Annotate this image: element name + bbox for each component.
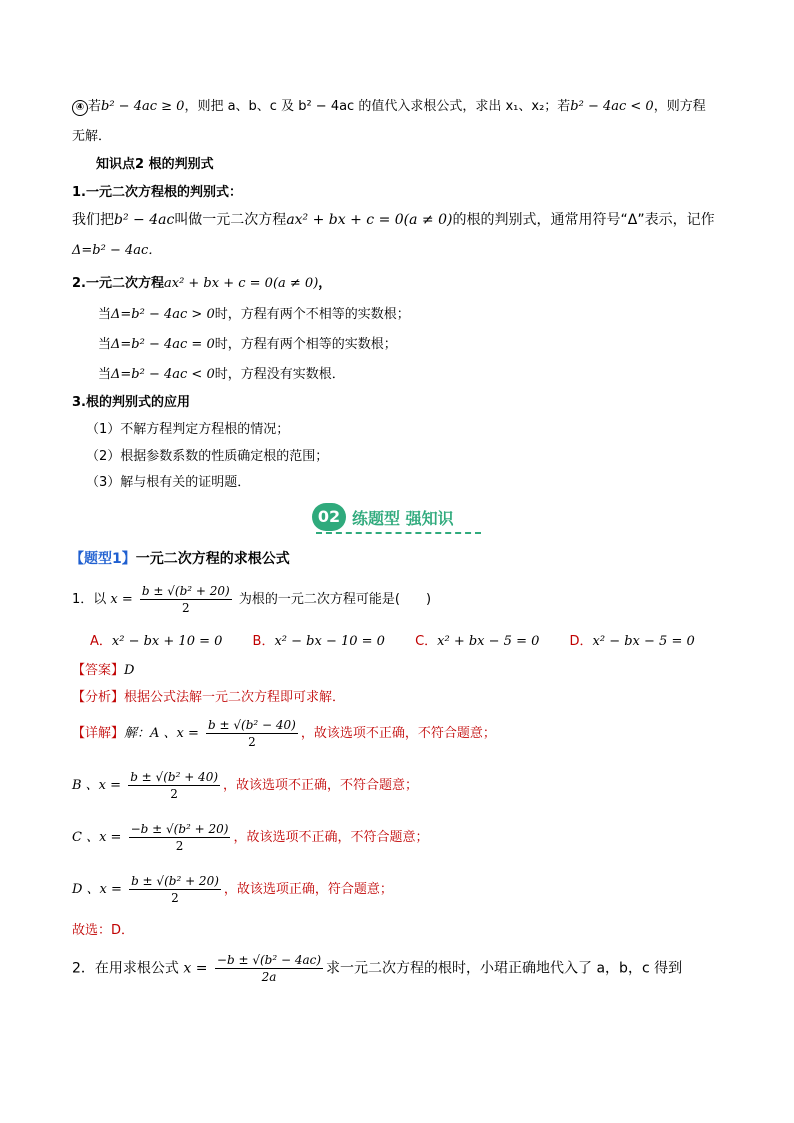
- kp2-heading: 知识点2 根的判别式: [96, 157, 214, 172]
- opt-d-label: D．: [569, 634, 593, 649]
- item4-cond: b² − 4ac ≥ 0: [101, 99, 185, 114]
- q1-option-b[interactable]: [253, 633, 385, 651]
- dB-num: b ± √(b² + 40): [130, 770, 219, 784]
- banner-dashed-line: [316, 532, 481, 534]
- kp2-s1-title: 1.一元二次方程根的判别式：: [72, 185, 242, 200]
- item4-line1: [72, 98, 706, 116]
- case1-pre: 当: [98, 307, 112, 322]
- q1-detail-b: [72, 770, 418, 801]
- kp2-app1: （1）不解方程判定方程根的情况；: [86, 422, 290, 437]
- q1-detail-c: [72, 822, 428, 853]
- section-badge: 02: [312, 503, 346, 531]
- q2-pre: 2．在用求根公式: [72, 960, 179, 977]
- opt-c-text: x² + bx − 5 = 0: [437, 634, 540, 649]
- q1-tail: 为根的一元二次方程可能是( ): [238, 592, 432, 607]
- detail-d-fraction: [129, 874, 221, 905]
- q2-tail: 求一元二次方程的根时，小珺正确地代入了 a，b，c 得到: [326, 960, 683, 977]
- q2-frac-den: 2a: [261, 970, 277, 984]
- kp2-case2: [98, 336, 397, 354]
- q1-choose: 故选：D．: [72, 923, 135, 938]
- dD-num: b ± √(b² + 20): [131, 874, 219, 888]
- dC-num: −b ± √(b² + 20): [130, 822, 229, 836]
- case2-expr: Δ=b² − 4ac = 0: [111, 337, 215, 352]
- q1-options: [90, 633, 721, 651]
- case2-tail: 时，方程有两个相等的实数根；: [214, 337, 397, 352]
- detail-d-pre: D 、x =: [72, 882, 122, 897]
- q1-answer: [72, 662, 134, 680]
- opt-b-label: B．: [252, 634, 275, 649]
- opt-c-label: C．: [415, 634, 438, 649]
- case3-tail: 时，方程没有实数根．: [214, 367, 345, 382]
- opt-a-text: x² − bx + 10 = 0: [111, 634, 223, 649]
- item4-pre: 若: [88, 99, 102, 114]
- analysis-text: 根据公式法解一元二次方程即可求解．: [124, 690, 346, 705]
- type1-tag: 【题型1】: [70, 551, 136, 567]
- s2-tail: ，: [318, 276, 332, 291]
- detail-d-tail: ，故该选项正确，符合题意；: [223, 882, 393, 897]
- s1-pre: 我们把: [72, 212, 114, 228]
- detail-c-fraction: [129, 822, 231, 853]
- q2-stem: [72, 953, 682, 984]
- q2-fraction: [215, 953, 323, 984]
- detail-b-tail: ，故该选项不正确，不符合题意；: [223, 778, 419, 793]
- case2-pre: 当: [98, 337, 112, 352]
- q1-x-eq: x =: [110, 592, 133, 607]
- detail-c-pre: C 、x =: [72, 830, 122, 845]
- s2-eq: ax² + bx + c = 0(a ≠ 0): [163, 276, 319, 291]
- detail-b-pre: B 、x =: [72, 778, 122, 793]
- kp2-s3-title: 3.根的判别式的应用: [72, 395, 190, 410]
- q1-analysis: [72, 689, 345, 707]
- item4-tail: ，则方程: [653, 99, 706, 114]
- dC-den: 2: [175, 839, 184, 853]
- q1-option-d[interactable]: [570, 633, 695, 651]
- kp2-case3: [98, 366, 345, 384]
- q1-option-a[interactable]: [90, 633, 222, 651]
- q1-fraction: [140, 584, 232, 615]
- dD-den: 2: [171, 891, 179, 905]
- dB-den: 2: [170, 787, 178, 801]
- section-banner-title: 练题型 强知识: [352, 509, 454, 528]
- detail-tag: 【详解】: [72, 726, 125, 741]
- analysis-tag: 【分析】: [72, 690, 125, 705]
- q1-frac-num: b ± √(b² + 20): [141, 584, 230, 598]
- detail-b-fraction: [128, 770, 220, 801]
- q1-num: 1．以: [72, 592, 107, 607]
- case3-pre: 当: [98, 367, 112, 382]
- kp2-case1: [98, 306, 410, 324]
- answer-value: D: [124, 663, 135, 678]
- q1-stem: [72, 584, 431, 615]
- detail-c-tail: ，故该选项不正确，不符合题意；: [233, 830, 429, 845]
- answer-tag: 【答案】: [72, 663, 125, 678]
- s1-eq: ax² + bx + c = 0(a ≠ 0): [286, 212, 453, 228]
- type1-title: 一元二次方程的求根公式: [135, 551, 290, 567]
- q1-detail-d: [72, 874, 393, 905]
- q1-detail-a: [72, 718, 496, 749]
- opt-d-text: x² − bx − 5 = 0: [592, 634, 695, 649]
- dA-den: 2: [248, 735, 256, 749]
- dA-num: b ± √(b² − 40): [208, 718, 296, 732]
- s2-pre: 2.一元二次方程: [72, 276, 164, 291]
- q2-frac-num: −b ± √(b² − 4ac): [216, 953, 322, 967]
- case3-expr: Δ=b² − 4ac < 0: [111, 367, 215, 382]
- case1-expr: Δ=b² − 4ac > 0: [111, 307, 215, 322]
- item4-line2: 无解．: [72, 129, 112, 144]
- kp2-s2-title: [72, 275, 331, 293]
- case1-tail: 时，方程有两个不相等的实数根；: [214, 307, 410, 322]
- detail-a-tail: ，故该选项不正确，不符合题意；: [300, 726, 496, 741]
- s1-tail: 的根的判别式，通常用符号“Δ”表示，记作: [452, 212, 715, 228]
- kp2-app3: （3）解与根有关的证明题．: [86, 475, 251, 490]
- item4-cond2: b² − 4ac < 0: [570, 99, 654, 114]
- q1-option-c[interactable]: [415, 633, 539, 651]
- detail-a-fraction: [206, 718, 298, 749]
- opt-b-text: x² − bx − 10 = 0: [274, 634, 385, 649]
- q1-frac-den: 2: [182, 601, 190, 615]
- kp2-s1-line1: [72, 211, 715, 229]
- item4-mid: ，则把 a、b、c 及 b² − 4ac 的值代入求根公式，求出 x₁、x₂；若: [184, 99, 571, 114]
- opt-a-label: A．: [90, 634, 112, 649]
- detail-a-pre: 解：A 、x =: [124, 726, 199, 741]
- kp2-s1-line2: Δ=b² − 4ac．: [72, 243, 162, 258]
- circled-number-icon: ④: [72, 100, 88, 116]
- q2-x-eq: x =: [183, 960, 208, 977]
- kp2-app2: （2）根据参数系数的性质确定根的范围；: [86, 449, 329, 464]
- type1-heading: [70, 550, 290, 568]
- s1-expr: b² − 4ac: [114, 212, 175, 228]
- s1-mid: 叫做一元二次方程: [174, 212, 287, 228]
